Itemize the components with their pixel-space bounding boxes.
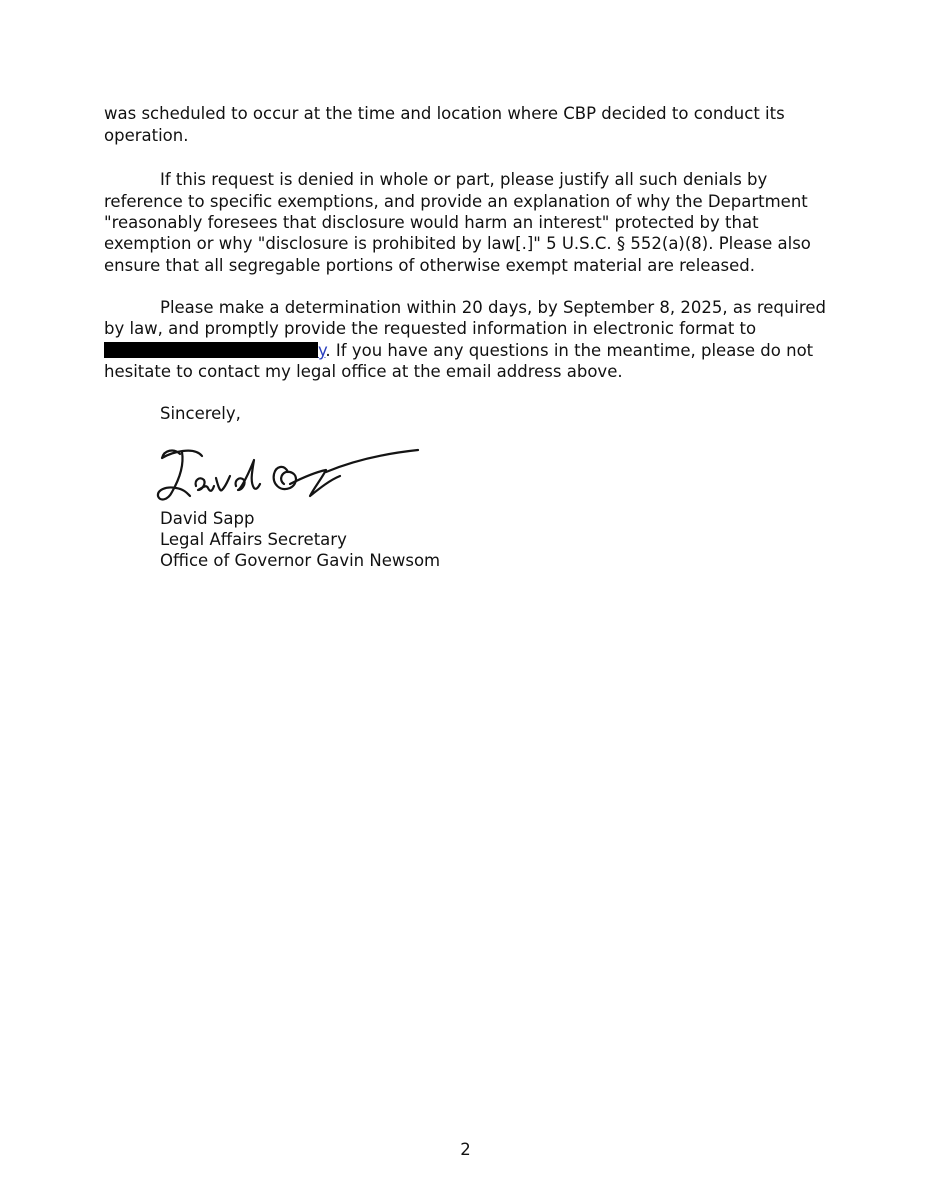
paragraph-2-line-4: exemption or why "disclosure is prohibited by law[.]" 5 U.S.C. § 552(a)(8). Please also xyxy=(104,234,811,253)
signatory-office: Office of Governor Gavin Newsom xyxy=(160,551,441,570)
paragraph-3-line-2: by law, and promptly provide the requested information in electronic format to xyxy=(104,319,757,338)
handwritten-signature xyxy=(150,440,430,510)
paragraph-2-line-3: "reasonably foresees that disclosure would harm an interest" protected by that xyxy=(104,213,759,232)
paragraph-2-line-1: If this request is denied in whole or part, please justify all such denials by xyxy=(160,170,768,189)
redaction-bar xyxy=(104,342,318,358)
paragraph-3-line-4: hesitate to contact my legal office at the email address above. xyxy=(104,362,623,381)
paragraph-1-line-2: operation. xyxy=(104,126,189,145)
signatory-title: Legal Affairs Secretary xyxy=(160,530,347,549)
salutation: Sincerely, xyxy=(160,404,241,423)
page-number: 2 xyxy=(460,1140,471,1159)
paragraph-3-line-3-text: . If you have any questions in the meantime, please do not xyxy=(325,341,814,360)
paragraph-2-line-2: reference to specific exemptions, and provide an explanation of why the Department xyxy=(104,192,808,211)
email-link-tail[interactable]: y xyxy=(318,341,326,360)
paragraph-3-line-3 xyxy=(104,340,813,362)
signatory-name: David Sapp xyxy=(160,509,255,528)
paragraph-3-line-1: Please make a determination within 20 days, by September 8, 2025, as required xyxy=(160,298,826,317)
paragraph-2-line-5: ensure that all segregable portions of otherwise exempt material are released. xyxy=(104,256,756,275)
paragraph-1-line-1: was scheduled to occur at the time and location where CBP decided to conduct its xyxy=(104,104,785,123)
